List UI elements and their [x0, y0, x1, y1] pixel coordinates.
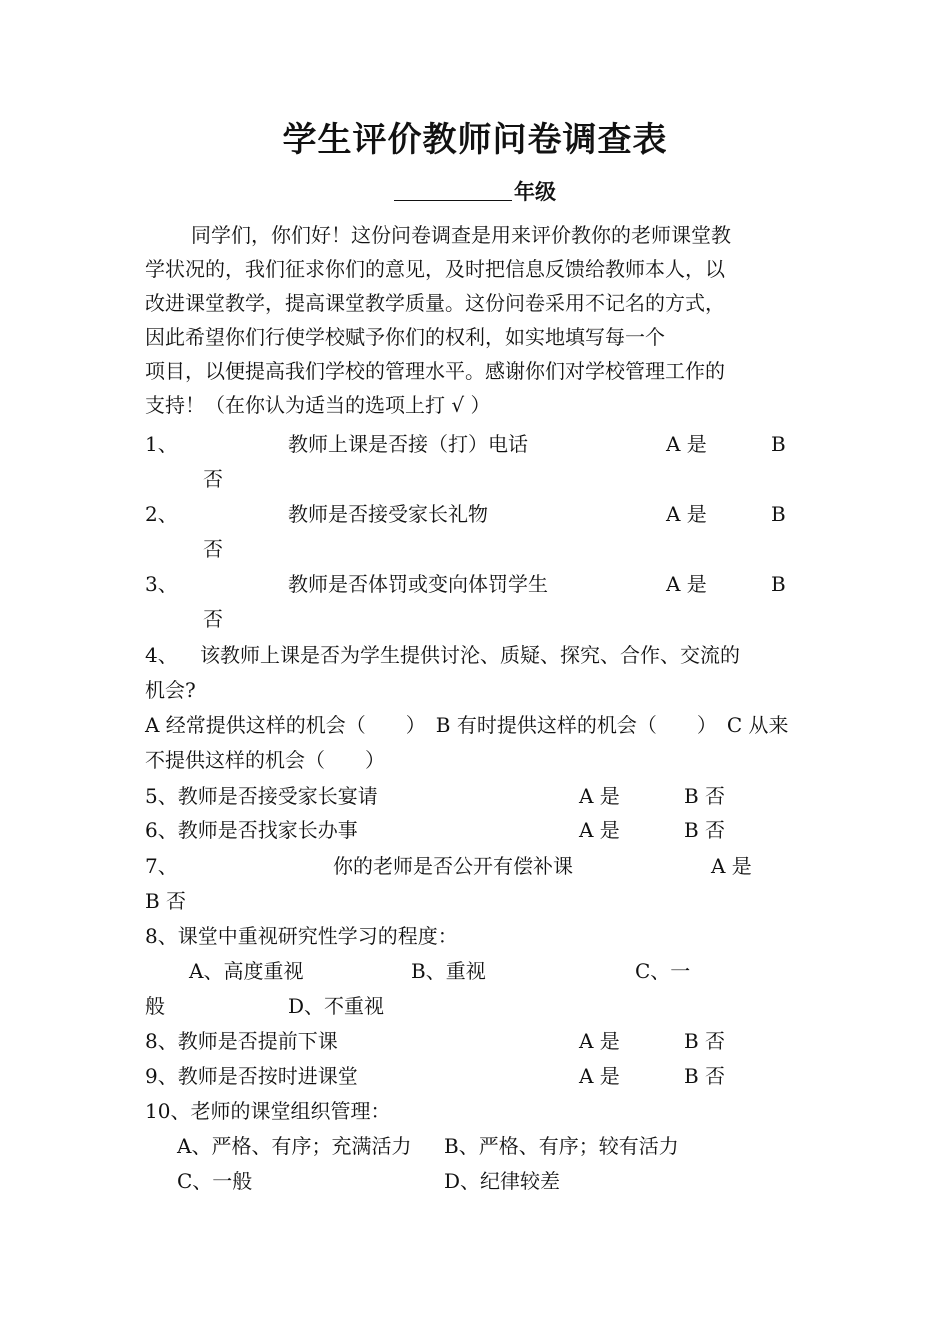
q6-option-a[interactable]: A 是 — [579, 818, 620, 842]
q2-text: 教师是否接受家长礼物 — [288, 502, 488, 526]
q2-option-b[interactable]: B — [771, 502, 786, 526]
q4-options-cont[interactable]: 不提供这样的机会（ ） — [145, 748, 385, 772]
q8b-option-a[interactable]: A 是 — [579, 1029, 620, 1053]
q4-number: 4、 — [145, 643, 178, 667]
q6-text: 6、教师是否找家长办事 — [145, 818, 358, 842]
q7-option-b[interactable]: B 否 — [145, 889, 187, 913]
q3-option-b[interactable]: B — [771, 572, 786, 596]
intro-line: 因此希望你们行使学校赋予你们的权利，如实地填写每一个 — [145, 325, 665, 349]
q9-option-b[interactable]: B 否 — [684, 1064, 726, 1088]
q7-option-a[interactable]: A 是 — [711, 854, 752, 878]
q8a-option-d[interactable]: D、不重视 — [288, 994, 385, 1018]
q4-text: 该教师上课是否为学生提供讨沦、质疑、探究、合作、交流的 — [200, 643, 740, 667]
intro-line: 改进课堂教学，提高课堂教学质量。这份问卷采用不记名的方式， — [145, 291, 725, 315]
intro-line: 项目，以便提高我们学校的管理水平。感谢你们对学校管理工作的 — [145, 359, 725, 383]
q8a-text: 8、课堂中重视研究性学习的程度： — [145, 924, 458, 948]
page-title: 学生评价教师问卷调查表 — [282, 120, 668, 160]
q9-option-a[interactable]: A 是 — [579, 1064, 620, 1088]
q3-option-b-cont[interactable]: 否 — [203, 607, 223, 631]
q1-text: 教师上课是否接（打）电话 — [288, 432, 528, 456]
intro-line: 支持！（在你认为适当的选项上打 √ ） — [145, 393, 491, 417]
q2-number: 2、 — [145, 502, 178, 526]
q10-option-d[interactable]: D、纪律较差 — [444, 1169, 561, 1193]
q8a-option-c[interactable]: C、一 — [635, 959, 691, 983]
q6-option-b[interactable]: B 否 — [684, 818, 726, 842]
grade-label: 年级 — [514, 180, 556, 204]
q3-text: 教师是否体罚或变向体罚学生 — [288, 572, 548, 596]
q5-option-b[interactable]: B 否 — [684, 784, 726, 808]
q8a-option-a[interactable]: A、高度重视 — [189, 959, 304, 983]
q1-option-b-cont[interactable]: 否 — [203, 467, 223, 491]
q2-option-a[interactable]: A 是 — [666, 502, 707, 526]
q2-option-b-cont[interactable]: 否 — [203, 537, 223, 561]
q7-number: 7、 — [145, 854, 178, 878]
q8a-option-b[interactable]: B、重视 — [411, 959, 486, 983]
grade-blank[interactable] — [394, 180, 512, 201]
q7-text: 你的老师是否公开有偿补课 — [333, 854, 573, 878]
q5-text: 5、教师是否接受家长宴请 — [145, 784, 378, 808]
intro-paragraph — [145, 218, 805, 422]
q10-option-b[interactable]: B、严格、有序；较有活力 — [444, 1134, 679, 1158]
q8b-text: 8、教师是否提前下课 — [145, 1029, 338, 1053]
q1-option-b[interactable]: B — [771, 432, 786, 456]
grade-field — [0, 176, 950, 206]
q3-number: 3、 — [145, 572, 178, 596]
intro-line: 同学们，你们好！这份问卷调查是用来评价教你的老师课堂教 — [191, 223, 731, 247]
q10-option-a[interactable]: A、严格、有序；充满活力 — [177, 1134, 412, 1158]
q8b-option-b[interactable]: B 否 — [684, 1029, 726, 1053]
q4-options[interactable]: A 经常提供这样的机会（ ） B 有时提供这样的机会（ ） C 从来 — [145, 713, 789, 737]
intro-line: 学状况的，我们征求你们的意见，及时把信息反馈给教师本人，以 — [145, 257, 725, 281]
q8a-option-c-cont[interactable]: 般 — [145, 994, 165, 1018]
q1-option-a[interactable]: A 是 — [666, 432, 707, 456]
q4-text-cont: 机会? — [145, 678, 196, 702]
q5-option-a[interactable]: A 是 — [579, 784, 620, 808]
q1-number: 1、 — [145, 432, 178, 456]
q3-option-a[interactable]: A 是 — [666, 572, 707, 596]
q10-option-c[interactable]: C、一般 — [177, 1169, 253, 1193]
q9-text: 9、教师是否按时进课堂 — [145, 1064, 358, 1088]
q10-text: 10、老师的课堂组织管理： — [145, 1099, 391, 1123]
